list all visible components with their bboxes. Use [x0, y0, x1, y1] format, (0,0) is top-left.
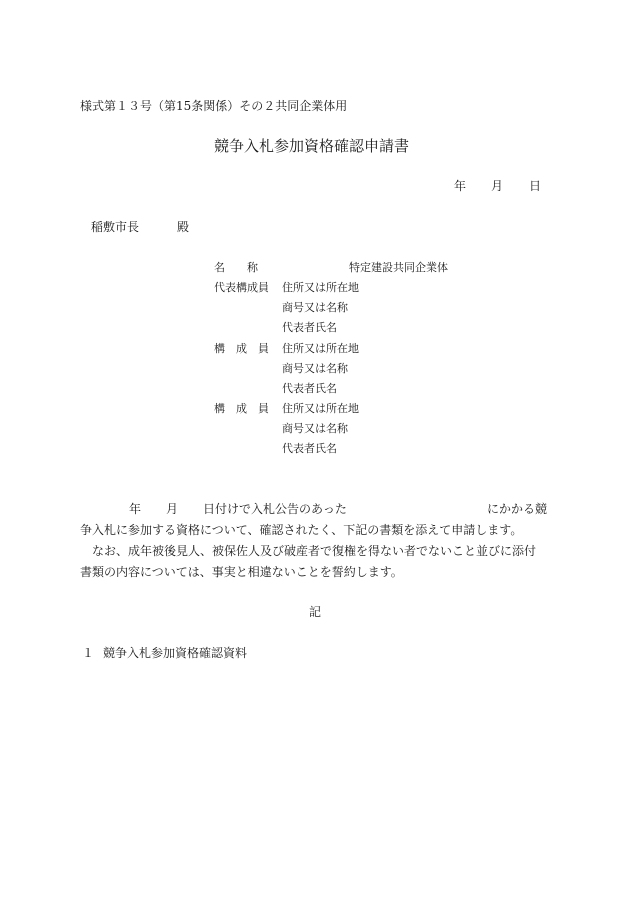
member1-address-label: 住所又は所在地: [282, 342, 359, 355]
name-label: 名 称: [214, 261, 258, 274]
date-day-label: 日: [529, 179, 542, 193]
member2-business-name-label: 商号又は名称: [282, 422, 348, 435]
rep-business-name-label: 商号又は名称: [282, 301, 348, 314]
member2-address-label: 住所又は所在地: [282, 402, 359, 415]
representative-label: 代表構成員: [214, 281, 269, 294]
ki-heading: 記: [309, 605, 322, 619]
form-number: 様式第１３号（第15条関係）その２共同企業体用: [80, 99, 348, 113]
member-label-1: 構 成 員: [214, 342, 269, 355]
date-month-label: 月: [491, 179, 504, 193]
member1-business-name-label: 商号又は名称: [282, 362, 348, 375]
body-line2: 争入札に参加する資格について、確認されたく、下記の書類を添えて申請します。: [80, 523, 523, 537]
body-line3: なお、成年被後見人、被保佐人及び破産者で復権を得ない者でないこと並びに添付: [80, 544, 537, 558]
body-line1-end: にかかる競: [487, 502, 548, 516]
member-label-2: 構 成 員: [214, 402, 269, 415]
body-year-label: 年: [129, 502, 142, 516]
body-line1-middle: 日付けで入札公告のあった: [203, 502, 347, 516]
addressee-honorific: 殿: [177, 220, 190, 234]
rep-person-name-label: 代表者氏名: [282, 321, 337, 334]
item1-number: １: [82, 646, 95, 660]
member2-person-name-label: 代表者氏名: [282, 442, 337, 455]
member1-person-name-label: 代表者氏名: [282, 382, 337, 395]
body-line4: 書類の内容については、事実と相違ないことを誓約します。: [80, 565, 403, 579]
date-year-label: 年: [454, 179, 467, 193]
item1-text: 競争入札参加資格確認資料: [103, 646, 248, 660]
rep-address-label: 住所又は所在地: [282, 281, 359, 294]
name-value: 特定建設共同企業体: [349, 261, 448, 274]
body-month-label: 月: [166, 502, 179, 516]
document-title: 競争入札参加資格確認申請書: [214, 137, 410, 155]
addressee-name: 稲敷市長: [91, 220, 140, 234]
